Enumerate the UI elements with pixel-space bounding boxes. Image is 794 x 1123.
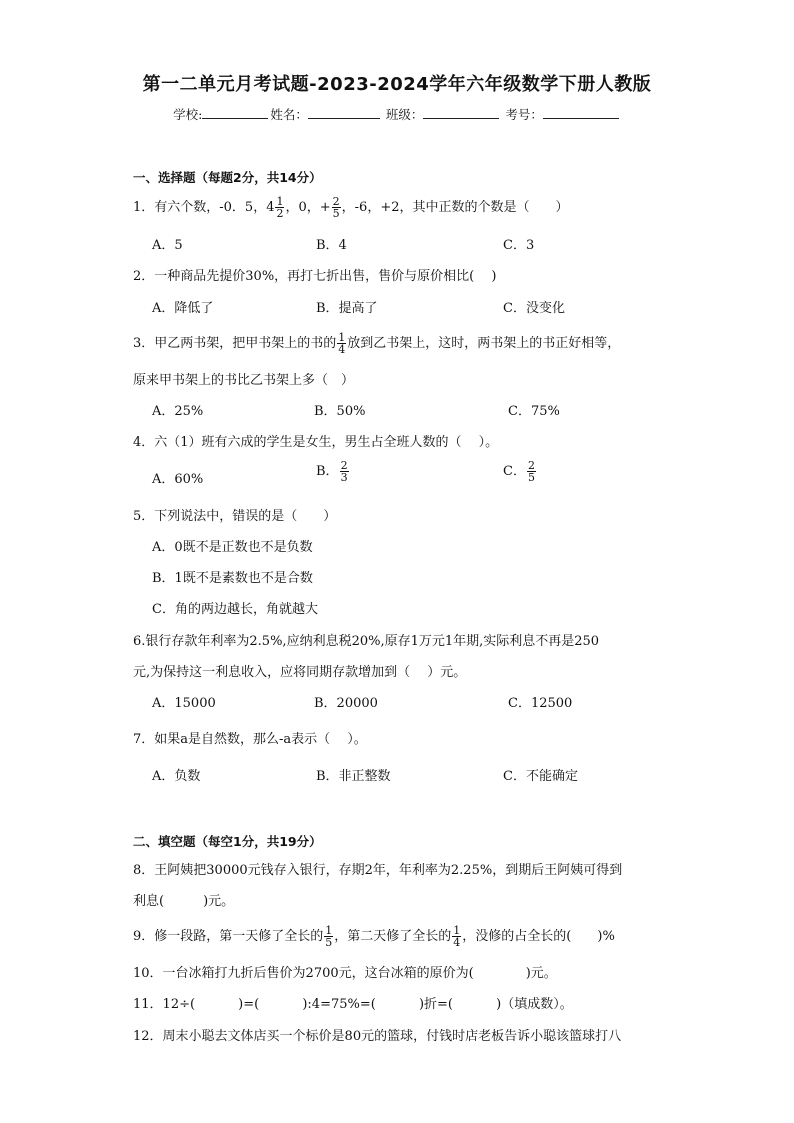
question-8-line-2: 利息( )元。 (133, 894, 235, 909)
q3-option-a[interactable]: A．25% (152, 404, 204, 419)
q5-option-c[interactable]: C．角的两边越长，角就越大 (152, 602, 318, 617)
q9-text-c: ，没修的占全长的( )% (462, 929, 615, 944)
q3-option-b[interactable]: B．50% (314, 404, 366, 419)
section-2-heading: 二、填空题（每空1分，共19分） (133, 834, 322, 849)
q2-option-c[interactable]: C．没变化 (503, 301, 565, 316)
q4-option-a[interactable]: A．60% (152, 472, 204, 487)
q4-option-b-fraction: $\frac{2}{3}$ (340, 459, 348, 484)
name-blank[interactable] (308, 104, 380, 119)
q2-option-b[interactable]: B．提高了 (316, 301, 378, 316)
question-8: 8．王阿姨把30000元钱存入银行，存期2年，年利率为2.25%，到期后王阿姨可得到 (133, 863, 623, 878)
q1-option-b[interactable]: B．4 (316, 238, 347, 253)
q1-text-c: ，-6，+2，其中正数的个数是（ ） (341, 200, 569, 215)
question-7: 7．如果a是自然数，那么-a表示（ ）。 (133, 732, 367, 747)
name-label: 姓名： (270, 107, 308, 122)
question-11: 11．12÷( )=( ):4=75%=( )折=( )（填成数）。 (133, 997, 573, 1012)
q6-option-c[interactable]: C．12500 (508, 696, 573, 711)
q7-option-b[interactable]: B．非正整数 (316, 769, 391, 784)
question-3-line-2: 原来甲书架上的书比乙书架上多（ ） (133, 373, 355, 388)
question-1 (133, 196, 568, 219)
student-info-row (0, 104, 794, 123)
q6-option-b[interactable]: B．20000 (314, 696, 378, 711)
q9-text-a: 9．修一段路，第一天修了全长的 (133, 929, 324, 944)
q1-option-a[interactable]: A．5 (152, 238, 183, 253)
q1-fraction-1: $\frac{1}{2}$ (276, 195, 284, 220)
q3-text-a: 3．甲乙两书架，把甲书架上的书的 (133, 336, 337, 351)
q6-option-a[interactable]: A．15000 (152, 696, 216, 711)
q4-option-c-fraction: $\frac{2}{5}$ (527, 459, 535, 484)
q9-fraction-2: $\frac{1}{4}$ (453, 924, 461, 949)
class-blank[interactable] (423, 104, 499, 119)
q5-option-a[interactable]: A．0既不是正数也不是负数 (152, 540, 313, 555)
q1-text-a: 1．有六个数，-0．5，4 (133, 200, 275, 215)
q3-text-b: 放到乙书架上，这时，两书架上的书正好相等， (347, 336, 621, 351)
q7-option-c[interactable]: C．不能确定 (503, 769, 578, 784)
question-6-line-2: 元,为保持这一利息收入，应将同期存款增加到（ ）元。 (133, 665, 467, 680)
question-2: 2．一种商品先提价30%，再打七折出售，售价与原价相比( ) (133, 269, 497, 284)
school-label: 学校: (173, 107, 203, 122)
section-1-heading: 一、选择题（每题2分，共14分） (133, 170, 322, 185)
q4-option-b[interactable]: B． $\frac{2}{3}$ (316, 459, 348, 484)
class-label: 班级： (385, 107, 424, 122)
q5-option-b[interactable]: B．1既不是素数也不是合数 (152, 571, 313, 586)
q3-option-c[interactable]: C．75% (508, 404, 560, 419)
question-4: 4．六（1）班有六成的学生是女生，男生占全班人数的（ ）。 (133, 435, 499, 450)
q1-fraction-2: $\frac{2}{5}$ (332, 195, 340, 220)
q9-text-b: ，第二天修了全长的 (334, 929, 452, 944)
q1-text-b: ，0，+ (285, 200, 331, 215)
question-12: 12．周末小聪去文体店买一个标价是80元的篮球，付钱时店老板告诉小聪该篮球打八 (133, 1029, 622, 1044)
school-blank[interactable] (202, 104, 268, 119)
page-title: 第一二单元月考试题-2023-2024学年六年级数学下册人教版 (142, 74, 652, 95)
number-label: 考号： (505, 107, 543, 122)
question-10: 10．一台冰箱打九折后售价为2700元，这台冰箱的原价为( )元。 (133, 966, 557, 981)
question-3 (133, 332, 620, 355)
q1-option-c[interactable]: C．3 (503, 238, 535, 253)
question-6: 6.银行存款年利率为2.5%,应纳利息税20%,原存1万元1年期,实际利息不再是250 (133, 634, 600, 649)
number-blank[interactable] (543, 104, 619, 119)
q2-option-a[interactable]: A．降低了 (152, 301, 214, 316)
question-9 (133, 925, 615, 948)
q3-fraction: $\frac{1}{4}$ (338, 331, 346, 356)
question-5: 5．下列说法中，错误的是（ ） (133, 509, 337, 524)
q9-fraction-1: $\frac{1}{5}$ (325, 924, 333, 949)
q4-option-c[interactable]: C． $\frac{2}{5}$ (503, 459, 535, 484)
q7-option-a[interactable]: A．负数 (152, 769, 201, 784)
